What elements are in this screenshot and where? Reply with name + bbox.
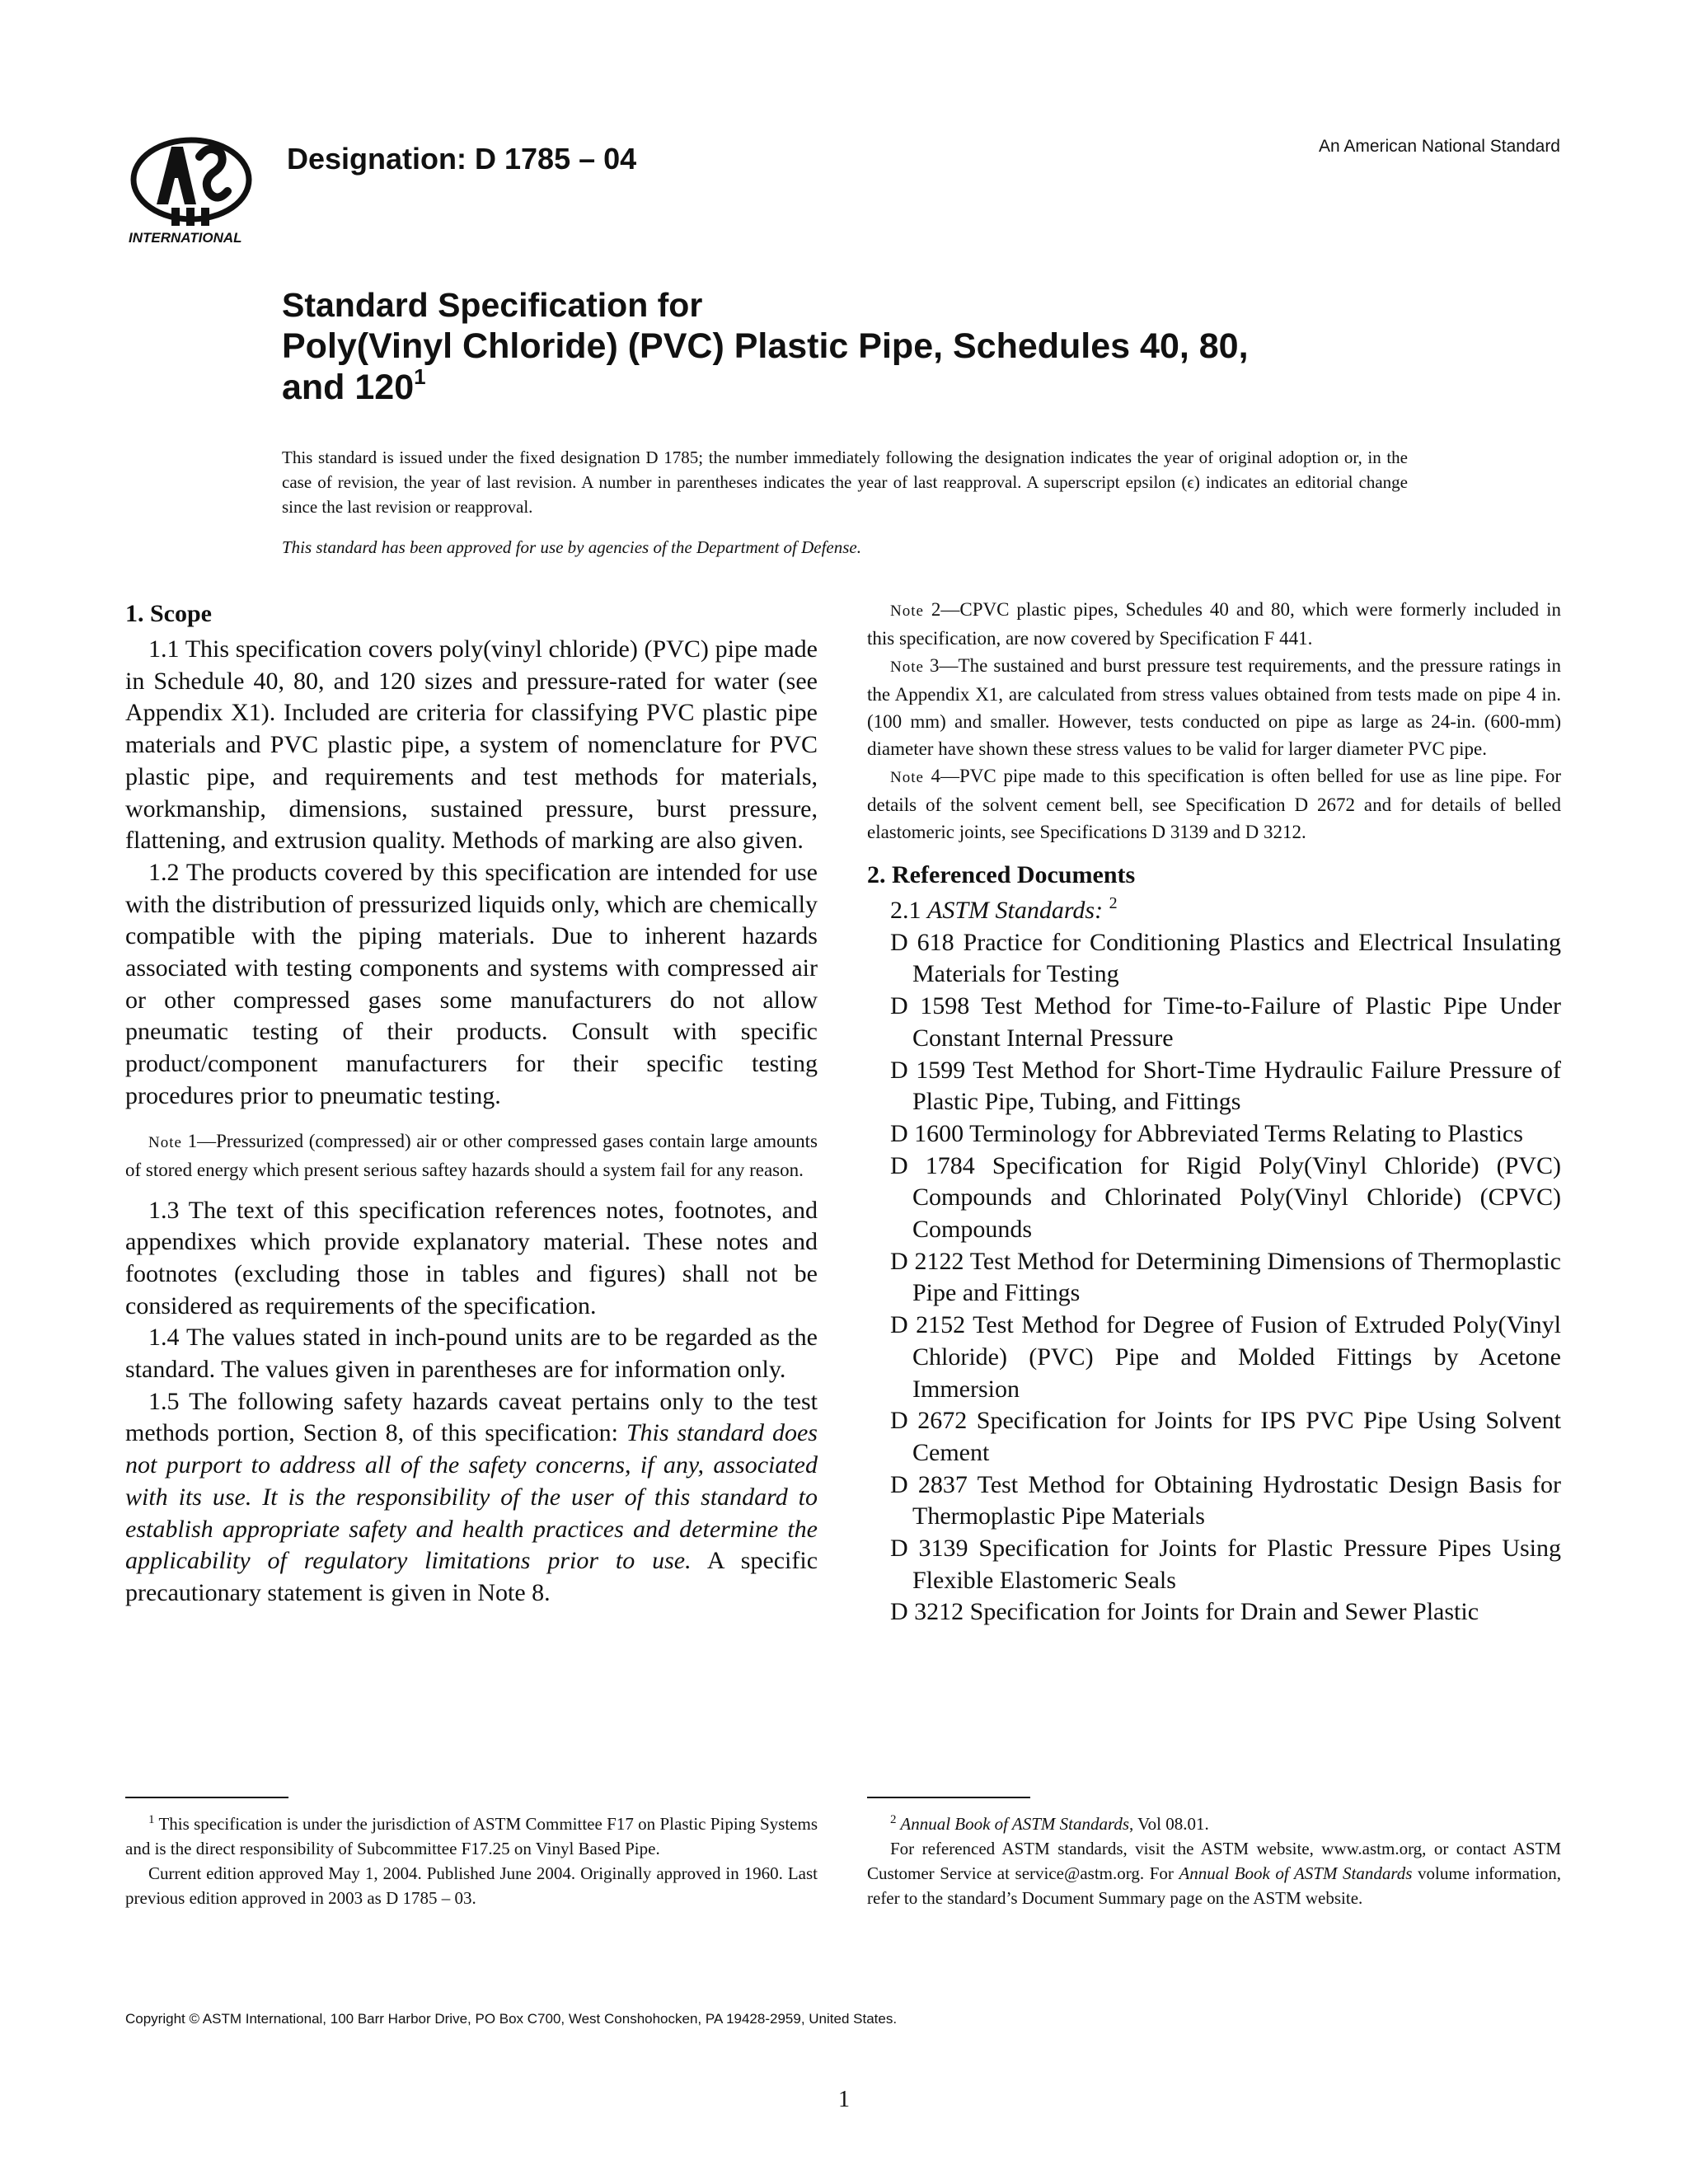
paragraph-1-3: 1.3 The text of this specification references notes, footnotes, and appendixes which provide explanatory material. These notes and footnotes (excluding those in tables and figures) shall not be considered as requirements of the specification. [125,1196,818,1319]
paragraph-1-4: 1.4 The values stated in inch-pound units are to be regarded as the standard. The values given in parentheses are for information only. [125,1324,818,1384]
title-line-3 [282,364,1518,408]
paragraph-1-5 [125,1386,818,1610]
reference-item: D 618 Practice for Conditioning Plastics and Electrical Insulating Materials for Testing [890,928,1561,988]
note-1 [125,1127,818,1183]
footnote-divider-right [867,1797,1030,1798]
copyright-notice: Copyright © ASTM International, 100 Barr Harbor Drive, PO Box C700, West Conshohocken, PA 19428-2959, United States. [125,2011,898,2027]
reference-item: D 3139 Specification for Joints for Plastic Pressure Pipes Using Flexible Elastomeric Seals [890,1535,1561,1594]
footnote-2-title: Annual Book of ASTM Standards [896,1814,1130,1834]
note-2-label: Note [890,602,924,620]
title-line-2: Poly(Vinyl Chloride) (PVC) Plastic Pipe, Schedules 40, 80, [282,326,1249,366]
designation: Designation: D 1785 – 04 [287,142,637,176]
reference-item: D 2152 Test Method for Degree of Fusion of Extruded Poly(Vinyl Chloride) (PVC) Pipe and Molded Fittings by Acetone Immersion [890,1311,1561,1403]
note-2 [867,596,1561,652]
note-1-label: Note [148,1133,182,1151]
reference-item: D 1600 Terminology for Abbreviated Terms Relating to Plastics [890,1119,1523,1147]
astm-logo [124,132,264,247]
footnote-divider-left [125,1797,288,1798]
reference-item: D 1598 Test Method for Time-to-Failure of Plastic Pipe Under Constant Internal Pressure [890,992,1561,1052]
national-standard-label: An American National Standard [1318,137,1560,156]
title-footnote-mark: 1 [414,364,426,389]
footnote-2-volume: , Vol 08.01. [1129,1814,1209,1834]
paragraph-1-5-caveat: This standard does not purport to address all of the safety concerns, if any, associated with its use. It is the responsibility of the user of this standard to establish appropriate safety and health practices and determine the applicability of regulatory limitations prior to use. [125,1419,818,1575]
footnote-1-mark: 1 [148,1813,155,1826]
reference-item: D 1599 Test Method for Short-Time Hydraulic Failure Pressure of Plastic Pipe, Tubing, and Fittings [890,1056,1561,1116]
footnote-2-paragraph-2 [867,1836,1561,1910]
dod-statement: This standard has been approved for use by agencies of the Department of Defense. [282,537,861,557]
footnote-2-mark: 2 [890,1813,897,1826]
right-column [867,596,1561,1629]
reference-item: D 1784 Specification for Rigid Poly(Vinyl Chloride) (PVC) Compounds and Chlorinated Poly(Vinyl Chloride) (CPVC) Compounds [890,1151,1561,1244]
paragraph-1-5-end: A specific precautionary statement is given in Note 8. [125,1547,818,1606]
issued-statement: This standard is issued under the fixed designation D 1785; the number immediately following the designation indicates the year of original adoption or, in the case of revision, the year of last revision. A number in parentheses indicates the year of last reapproval. A superscript epsilon (ϵ) indicates an editorial change since the last revision or reapproval. [282,448,1408,517]
document-title [282,284,1518,408]
note-1-text: 1—Pressurized (compressed) air or other compressed gases contain large amounts of stored energy which present serious saftey hazards should a system fail for any reason. [125,1130,818,1180]
reference-item: D 2837 Test Method for Obtaining Hydrostatic Design Basis for Thermoplastic Pipe Materials [890,1470,1561,1530]
subsection-2-1-footnote-mark: 2 [1109,894,1118,912]
title-line-1: Standard Specification for [282,286,703,324]
paragraph-1-2: 1.2 The products covered by this specification are intended for use with the distribution of pressurized liquids only, which are chemically compatible with the piping materials. Due to inherent hazards associated with testing components and systems with compressed air or other compressed gases some manufacturers do not allow pneumatic testing of their products. Consult with specific product/component manufacturers for their specific testing procedures prior to pneumatic testing. [125,858,818,1109]
reference-item: D 3212 Specification for Joints for Drain and Sewer Plastic [890,1598,1479,1626]
note-3 [867,652,1561,762]
note-3-text: 3—The sustained and burst pressure test requirements, and the pressure ratings in the Appendix X1, are calculated from stress values obtained from tests made on pipe 4 in. (100 mm) and smaller. However, tests conducted on pipe as large as 24-in. (600-mm) diameter have shown these stress values to be valid for larger diameter PVC pipe. [867,655,1561,759]
note-4-label: Note [890,769,924,786]
footnote-2-text-end: volume information, refer to the standard’s Document Summary page on the ASTM website. [867,1863,1561,1908]
footnote-2-paragraph-1 [867,1811,1561,1836]
note-2-text: 2—CPVC plastic pipes, Schedules 40 and 80, which were formerly included in this specification, are now covered by Specification F 441. [867,599,1561,649]
subsection-2-1-number: 2.1 [890,897,927,924]
footnote-1 [125,1811,818,1910]
note-3-label: Note [890,658,924,676]
logo-text: INTERNATIONAL [129,230,242,246]
paragraph-1-5-start: 1.5 The following safety hazards caveat pertains only to the test methods portion, Section 8, of this specification: [125,1387,818,1447]
footnote-2-text-start: For referenced ASTM standards, visit the ASTM website, www.astm.org, or contact ASTM Customer Service at service@astm.org. For [867,1839,1561,1883]
section-heading-scope: 1. Scope [125,600,212,627]
page-number: 1 [838,2087,850,2112]
left-column [125,596,818,1610]
paragraph-1-1: 1.1 This specification covers poly(vinyl chloride) (PVC) pipe made in Schedule 40, 80, and 120 sizes and pressure-rated for water (see Appendix X1). Included are criteria for classifying PVC plastic pipe materials and PVC plastic pipe, a system of nomenclature for PVC plastic pipe, and requirements and test methods for materials, workmanship, dimensions, sustained pressure, burst pressure, flattening, and extrusion quality. Methods of marking are also given. [125,635,818,855]
footnote-1-paragraph-1 [125,1811,818,1861]
footnote-1-paragraph-2: Current edition approved May 1, 2004. Published June 2004. Originally approved in 1960. Last previous edition approved in 2003 as D 1785 – 03. [125,1863,818,1908]
subsection-2-1-title: ASTM Standards: [927,897,1104,924]
reference-item: D 2672 Specification for Joints for IPS PVC Pipe Using Solvent Cement [890,1407,1561,1466]
section-heading-referenced-documents: 2. Referenced Documents [867,861,1136,888]
note-4 [867,762,1561,846]
subsection-2-1 [867,895,1561,927]
note-4-text: 4—PVC pipe made to this specification is often belled for use as line pipe. For details of the solvent cement bell, see Specification D 2672 and for details of belled elastomeric joints, see Specifications D 3139 and D 3212. [867,766,1561,842]
footnote-1-text: This specification is under the jurisdiction of ASTM Committee F17 on Plastic Piping Systems and is the direct responsibility of Subcommittee F17.25 on Vinyl Based Pipe. [125,1814,818,1858]
reference-item: D 2122 Test Method for Determining Dimensions of Thermoplastic Pipe and Fittings [890,1247,1561,1307]
footnote-2 [867,1811,1561,1910]
title-line-3-text: and 120 [282,368,415,407]
footnote-2-text-italic: Annual Book of ASTM Standards [1179,1863,1413,1883]
